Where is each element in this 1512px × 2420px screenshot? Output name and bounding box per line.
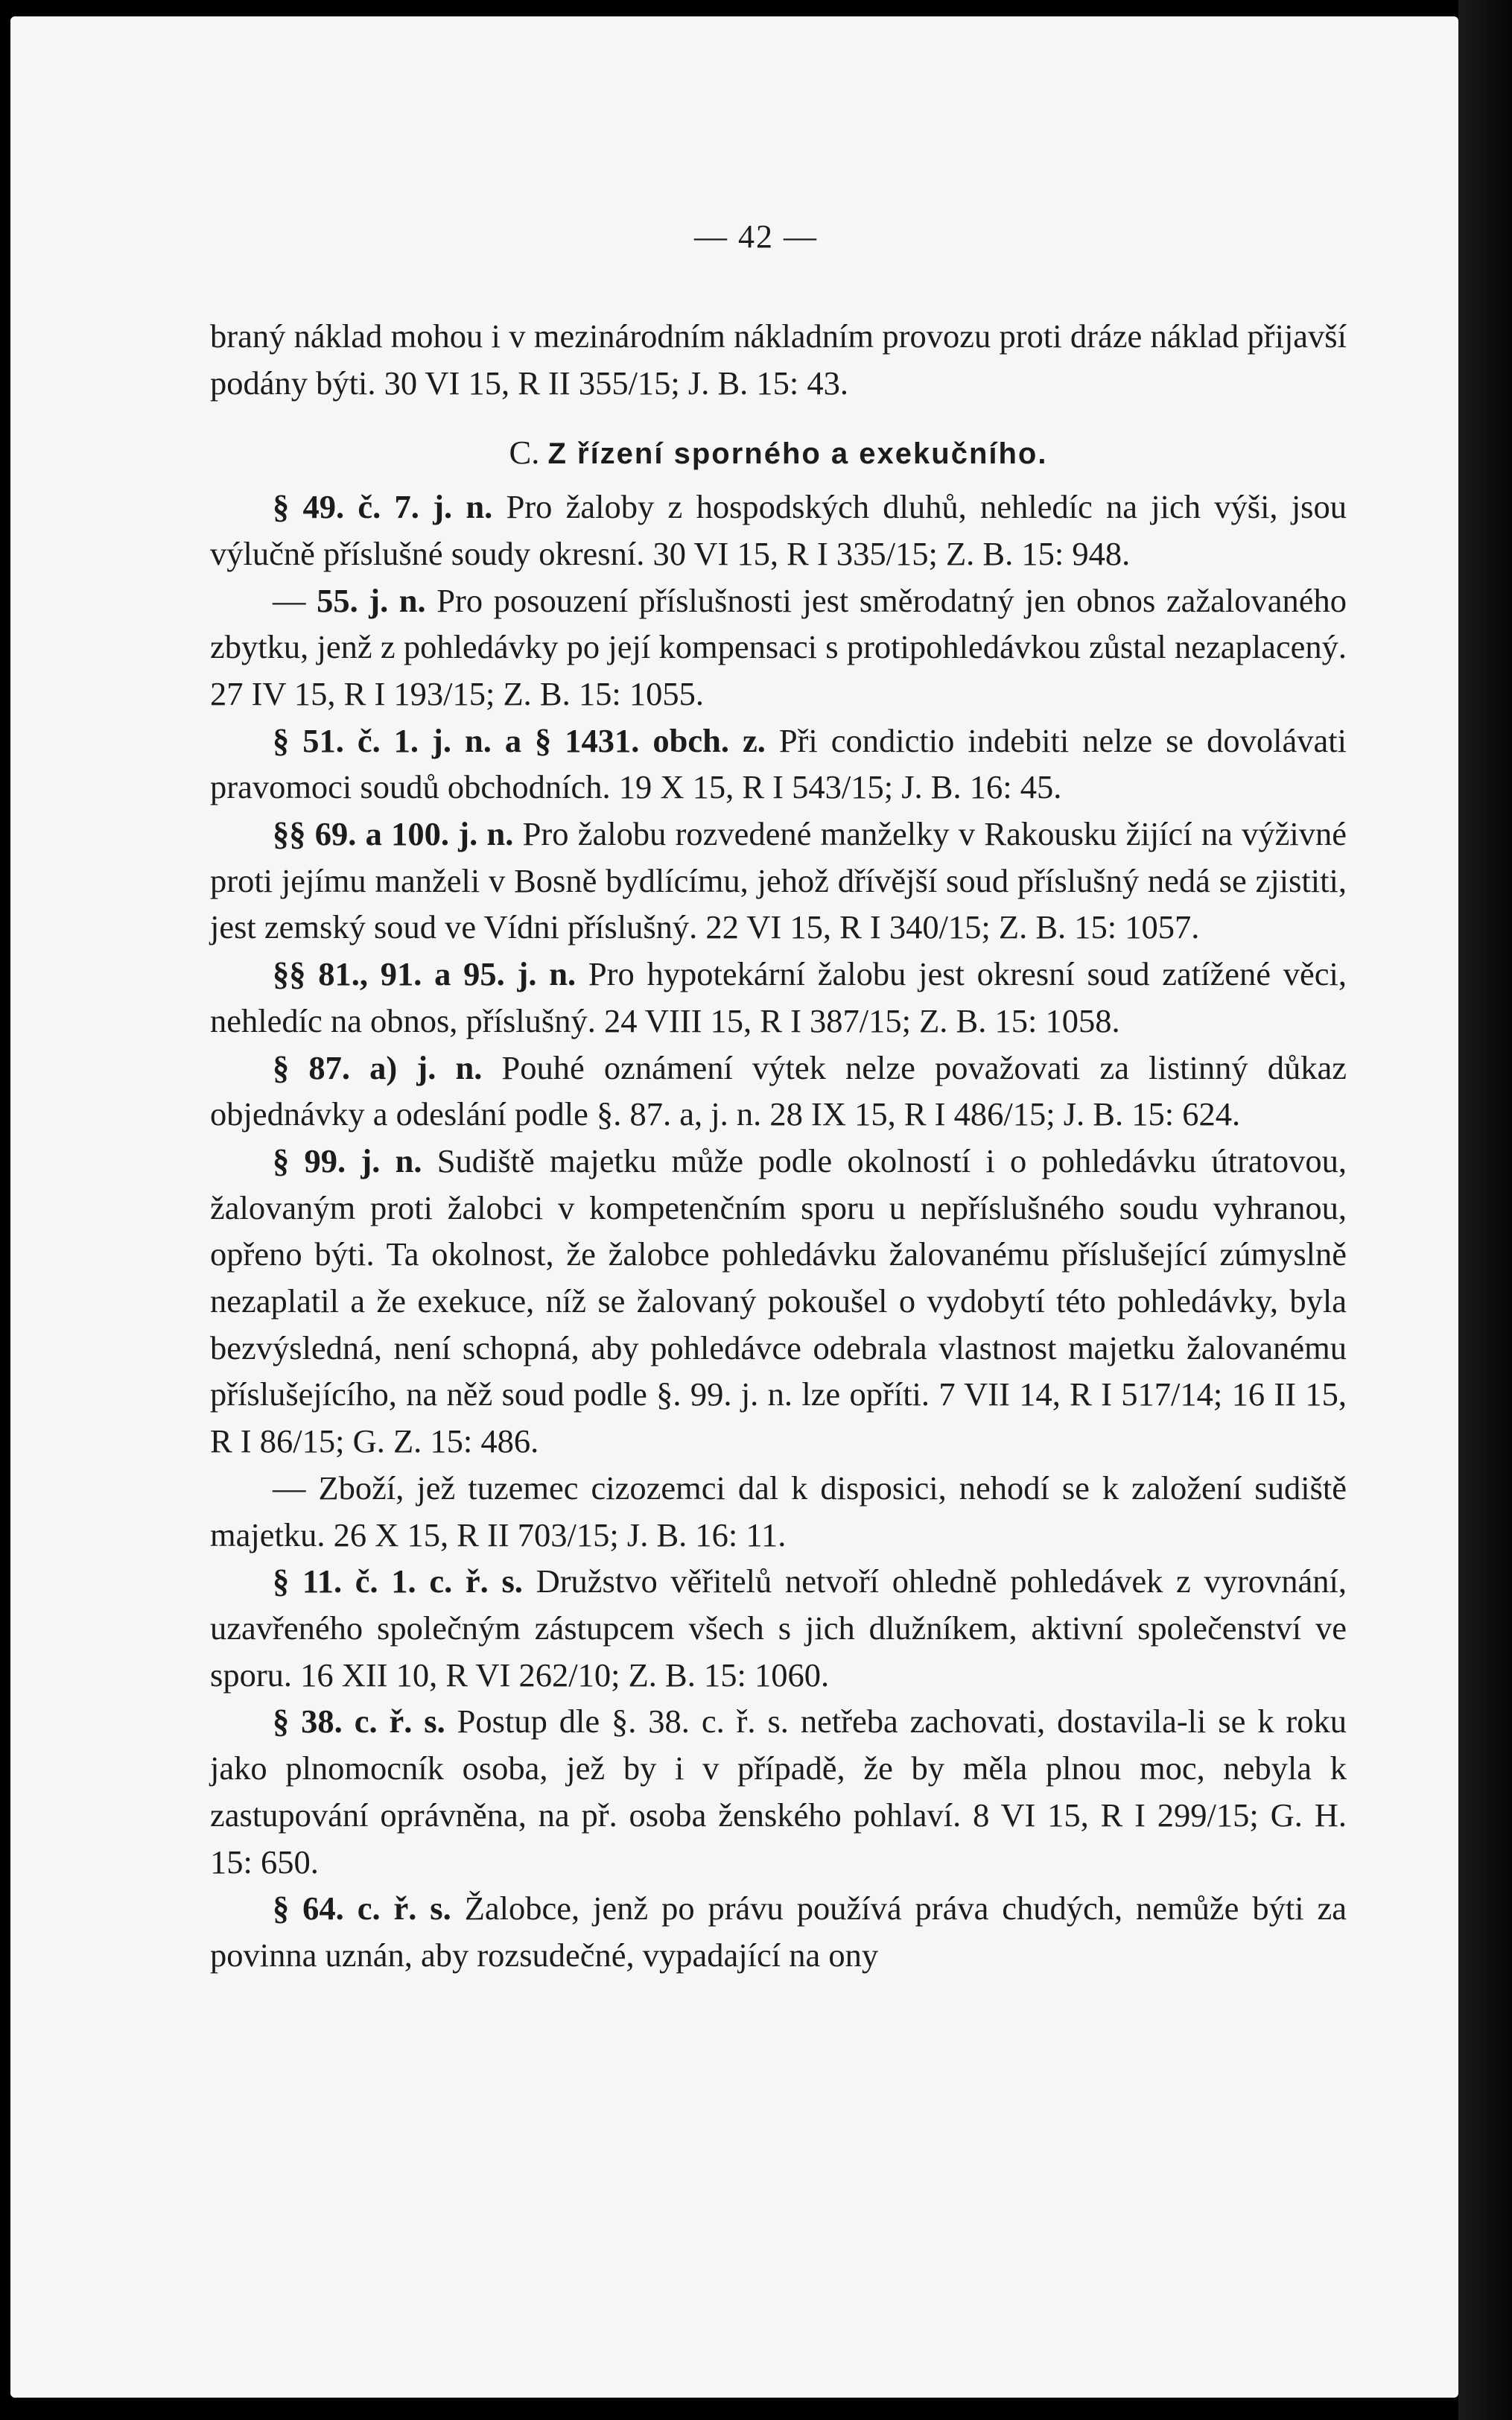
entry-paragraph bbox=[210, 1558, 1347, 1698]
entry-text: Sudiště majetku může podle okolností i o pohledávku útratovou, žalovaným proti žalobci v kompetenčním sporu u nepříslušného soudu vyhranou, opřeno býti. Ta okolnost, že žalobce pohledávku žalovanému příslušející zúmyslně nezaplatil a že exekuce, níž se žalovaný pokoušel o vydobytí této pohledávky, byla bezvýsledná, není schopná, aby pohledávce odebrala vlastnost majetku žalovanému příslušejícího, na něž soud podle §. 99. j. n. lze opříti. 7 VII 14, R I 517/14; 16 II 15, R I 86/15; G. Z. 15: 486. bbox=[210, 1141, 1347, 1460]
page-number: — 42 — bbox=[694, 218, 818, 255]
section-letter: C. bbox=[509, 434, 540, 472]
section-heading bbox=[210, 406, 1347, 484]
entry-reference: § 51. č. 1. j. n. a § 1431. obch. z. bbox=[273, 721, 766, 759]
entry-paragraph bbox=[210, 577, 1347, 718]
entry-paragraph bbox=[210, 1698, 1347, 1885]
section-title: Z řízení sporného a exekučního. bbox=[547, 437, 1048, 471]
entry-paragraph bbox=[210, 1465, 1347, 1558]
entry-paragraph bbox=[210, 1885, 1347, 1978]
entry-text: Postup dle §. 38. c. ř. s. netřeba zachovati, dostavila-li se k roku jako plnomocník osoba, jež by i v případě, že by měla plnou moc, nebyla k zastupování oprávněna, na př. osoba ženského pohlaví. 8 VI 15, R I 299/15; G. H. 15: 650. bbox=[210, 1702, 1347, 1881]
entry-text: Pro žaloby z hospodských dluhů, nehledíc na jich výši, jsou výlučně příslušné soudy okresní. 30 VI 15, R I 335/15; Z. B. 15: 948. bbox=[210, 488, 1347, 572]
entry-paragraph bbox=[210, 811, 1347, 951]
entry-text: Pro posouzení příslušnosti jest směrodatný jen obnos zažalovaného zbytku, jenž z pohledávky po její kompensaci s protipohledávkou zůstal nezaplacený. 27 IV 15, R I 193/15; Z. B. 15: 1055. bbox=[210, 581, 1347, 712]
entry-text: Zboží, jež tuzemec cizozemci dal k disposici, nehodí se k založení sudiště majetku. 26 X 15, R II 703/15; J. B. 16: 11. bbox=[210, 1469, 1347, 1553]
continuation-paragraph: braný náklad mohou i v mezinárodním nákladním provozu proti dráze náklad přijavší podány býti. 30 VI 15, R II 355/15; J. B. 15: 43. bbox=[210, 317, 1347, 402]
entry-text: Pouhé oznámení výtek nelze považovati za listinný důkaz objednávky a odeslání podle §. 87. a, j. n. 28 IX 15, R I 486/15; J. B. 15: 624. bbox=[210, 1048, 1347, 1133]
entry-text: Pro hypotekární žalobu jest okresní soud zatížené věci, nehledíc na obnos, příslušný. 24 VIII 15, R I 387/15; Z. B. 15: 1058. bbox=[210, 955, 1347, 1039]
entry-paragraph bbox=[210, 484, 1347, 577]
entry-reference: §§ 81., 91. a 95. j. n. bbox=[273, 955, 576, 993]
entry-reference: § 38. c. ř. s. bbox=[273, 1702, 445, 1740]
scan-border bbox=[1458, 0, 1512, 2420]
text-column bbox=[210, 313, 1347, 1979]
entry-reference: 55. j. n. bbox=[317, 581, 426, 619]
entry-text: Při condictio indebiti nelze se dovolávati pravomoci soudů obchodních. 19 X 15, R I 543/15; J. B. 16: 45. bbox=[210, 721, 1347, 806]
entry-paragraph bbox=[210, 718, 1347, 811]
entry-paragraph bbox=[210, 1045, 1347, 1138]
entry-reference: § 99. j. n. bbox=[273, 1141, 422, 1179]
entry-reference: § 87. a) j. n. bbox=[273, 1048, 483, 1086]
entry-text: Pro žalobu rozvedené manželky v Rakousku žijící na výživné proti jejímu manželi v Bosně bydlícímu, jehož dřívější soud příslušný nedá se zjistiti, jest zemský soud ve Vídni příslušný. 22 VI 15, R I 340/15; Z. B. 15: 1057. bbox=[210, 815, 1347, 946]
entry-dash: — bbox=[273, 581, 317, 619]
entry-paragraph bbox=[210, 1138, 1347, 1465]
entry-paragraph bbox=[210, 951, 1347, 1044]
entry-text: Družstvo věřitelů netvoří ohledně pohledávek z vyrovnání, uzavřeného společným zástupcem všech s jich dlužníkem, aktivní společenství ve sporu. 16 XII 10, R VI 262/10; Z. B. 15: 1060. bbox=[210, 1562, 1347, 1694]
entry-reference: § 49. č. 7. j. n. bbox=[273, 488, 493, 526]
entry-text: Žalobce, jenž po právu používá práva chudých, nemůže býti za povinna uznán, aby rozsudečné, vypadající na ony bbox=[210, 1890, 1347, 1974]
entry-reference: §§ 69. a 100. j. n. bbox=[273, 815, 514, 853]
entry-reference: § 11. č. 1. c. ř. s. bbox=[273, 1562, 523, 1600]
entry-reference: § 64. c. ř. s. bbox=[273, 1890, 451, 1928]
entry-dash: — bbox=[273, 1469, 319, 1507]
